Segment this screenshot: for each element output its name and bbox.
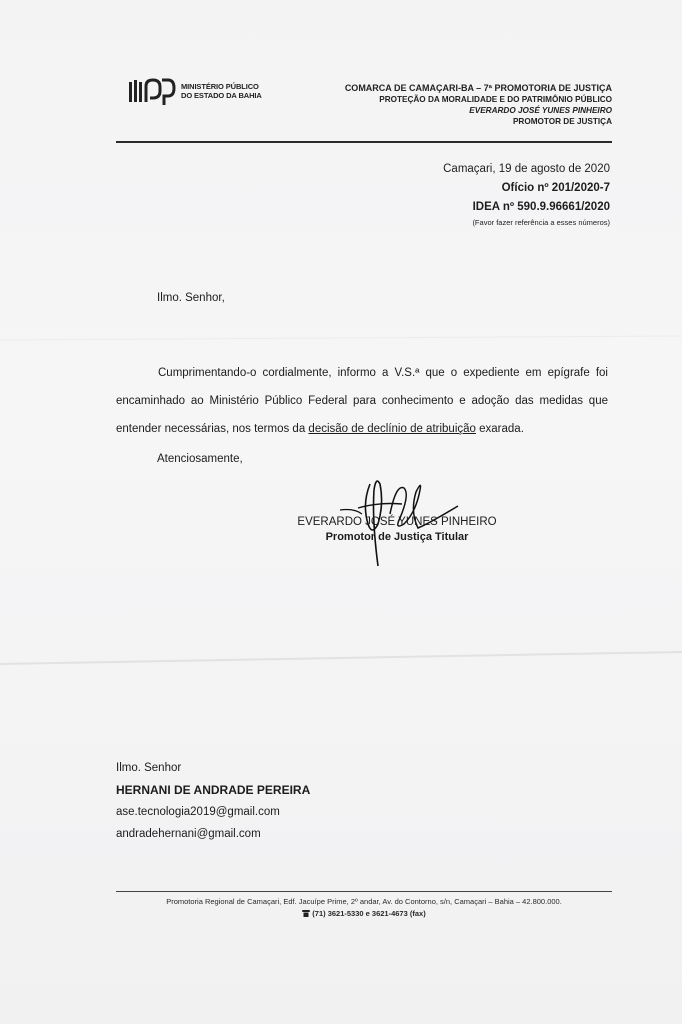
- recipient-email-1: ase.tecnologia2019@gmail.com: [116, 806, 280, 818]
- header-divider: [116, 141, 612, 143]
- decision-reference: decisão de declínio de atribuição: [308, 423, 476, 435]
- signature-block: [292, 515, 502, 545]
- logo-text: [181, 82, 262, 100]
- recipient-email-2: andradehernani@gmail.com: [116, 828, 261, 840]
- footer-address: Promotoria Regional de Camaçari, Edf. Jacuípe Prime, 2º andar, Av. do Contorno, s/n, Camaçari – Bahia – 42.800.000.: [166, 897, 562, 906]
- logo-line-2: DO ESTADO DA BAHIA: [181, 91, 262, 100]
- footer-phone: (71) 3621-5330 e 3621-4673 (fax): [312, 909, 426, 918]
- oficio-number: Ofício nº 201/2020-7: [501, 182, 610, 194]
- recipient-block: [116, 757, 310, 845]
- body-text-1: Cumprimentando-o cordialmente, informo a V.S.ª que o expediente em epígrafe foi encaminhado ao Ministério Público Federal para conhecimento e adoção das medidas que entender necessárias, nos termos da: [116, 367, 608, 435]
- signatory-name: EVERARDO JOSÉ YUNES PINHEIRO: [297, 516, 497, 528]
- body-text-2: exarada.: [475, 423, 524, 435]
- header-protecao: PROTEÇÃO DA MORALIDADE E DO PATRIMÔNIO PÚBLICO: [379, 95, 612, 104]
- header-comarca: COMARCA DE CAMAÇARI-BA – 7ª PROMOTORIA DE JUSTIÇA: [344, 83, 612, 93]
- recipient-name: HERNANI DE ANDRADE PEREIRA: [116, 783, 311, 797]
- idea-number: IDEA nº 590.9.96661/2020: [472, 201, 610, 213]
- header-institution: [345, 83, 612, 127]
- letter-body: [116, 359, 608, 443]
- header-promotor-name: EVERARDO JOSÉ YUNES PINHEIRO: [469, 106, 612, 115]
- phone-icon: [302, 910, 310, 917]
- recipient-salutation: Ilmo. Senhor: [116, 762, 182, 774]
- salutation: Ilmo. Senhor,: [157, 292, 225, 304]
- header-promotor-title: PROMOTOR DE JUSTIÇA: [512, 117, 612, 126]
- signatory-title: Promotor de Justiça Titular: [325, 531, 469, 543]
- logo-line-1: MINISTÉRIO PÚBLICO: [181, 82, 259, 91]
- reference-block: [443, 160, 610, 229]
- closing: Atenciosamente,: [157, 453, 243, 465]
- mp-logo-icon: [128, 76, 176, 108]
- footer-phone-line: [116, 908, 612, 920]
- letter-date: Camaçari, 19 de agosto de 2020: [443, 163, 610, 175]
- mp-logo: [128, 74, 278, 114]
- reference-note: (Favor fazer referência a esses números): [472, 218, 610, 227]
- footer: [116, 896, 612, 920]
- footer-divider: [116, 891, 612, 892]
